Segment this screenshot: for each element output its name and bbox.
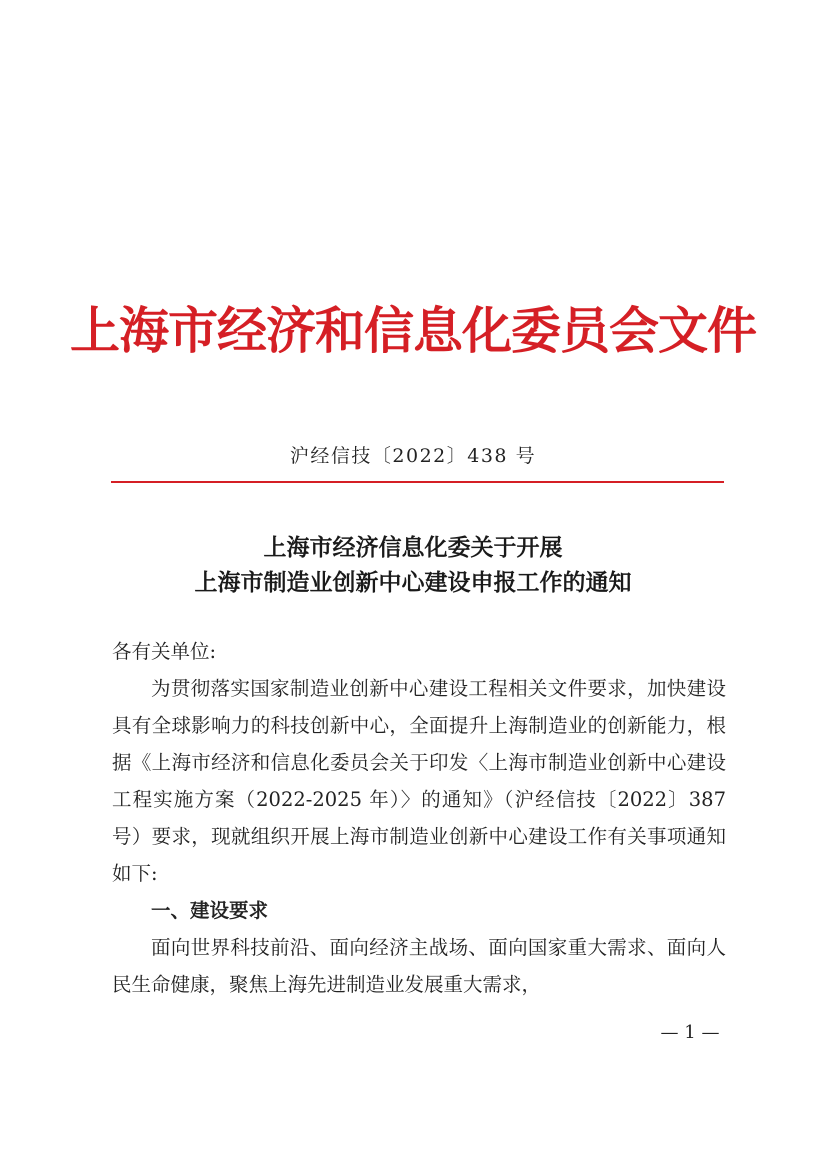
issuing-authority-header: 上海市经济和信息化委员会文件 xyxy=(70,301,756,360)
body-paragraph-2: 面向世界科技前沿、面向经济主战场、面向国家重大需求、面向人民生命健康，聚焦上海先进制造业发展重大需求， xyxy=(112,936,726,996)
document-title xyxy=(0,530,826,600)
salutation: 各有关单位: xyxy=(112,640,217,663)
red-divider-line xyxy=(111,481,724,483)
section-heading-1: 一、建设要求 xyxy=(151,899,269,922)
body-paragraph-1: 为贯彻落实国家制造业创新中心建设工程相关文件要求，加快建设具有全球影响力的科技创新中心，全面提升上海制造业的创新能力，根据《上海市经济和信息化委员会关于印发〈上海市制造业创新中心建设工程实施方案（2022-2025 年）〉的通知》（沪经信技〔2022〕387 号）要求，现就组织开展上海市制造业创新中心建设工作有关事项通知如下: xyxy=(112,677,726,885)
document-number: 沪经信技〔2022〕438 号 xyxy=(289,445,537,467)
document-title-line-2: 上海市制造业创新中心建设申报工作的通知 xyxy=(194,569,632,596)
document-body xyxy=(112,633,726,1003)
document-title-line-1: 上海市经济信息化委关于开展 xyxy=(263,534,563,561)
page-number: — 1 — xyxy=(660,1022,720,1043)
